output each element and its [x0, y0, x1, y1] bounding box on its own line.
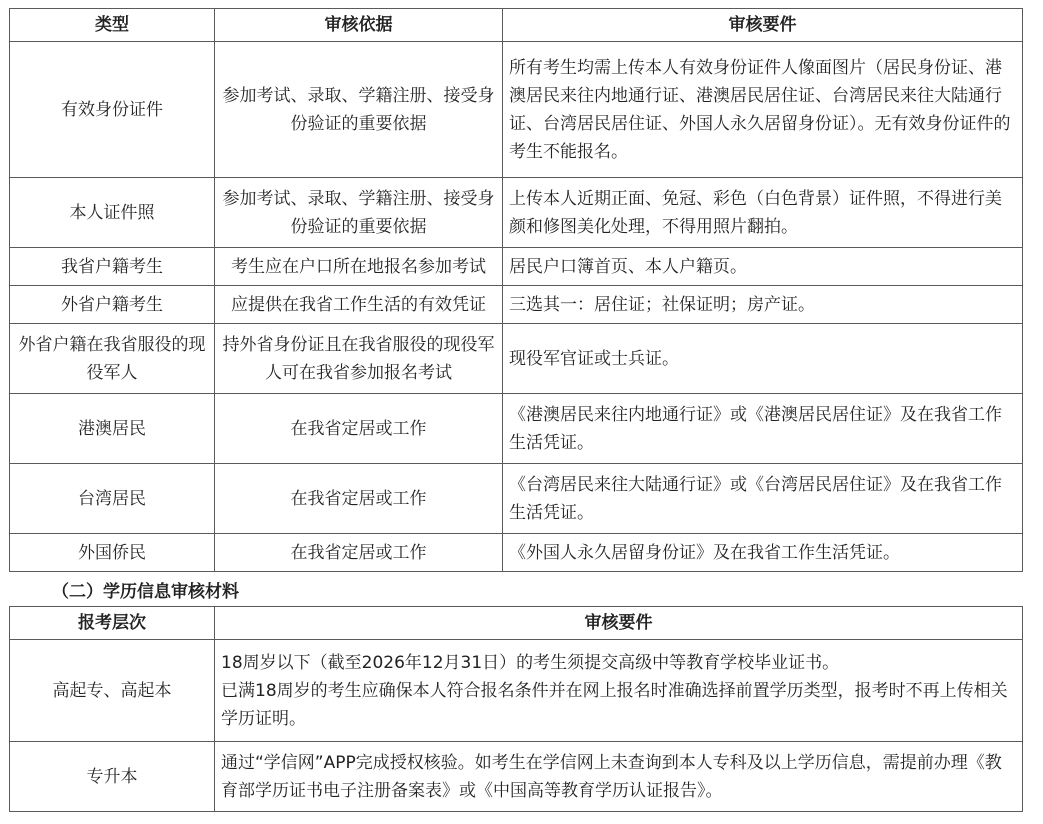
identity-review-table: [9, 8, 1023, 572]
row-requirement: 所有考生均需上传本人有效身份证件人像面图片（居民身份证、港澳居民来往内地通行证、港澳居民居住证、台湾居民来往大陆通行证、台湾居民居住证、外国人永久居留身份证）。无有效身份证件的考生不能报名。: [503, 42, 1023, 178]
row-type: 我省户籍考生: [10, 248, 215, 286]
row-requirement: 《外国人永久居留身份证》及在我省工作生活凭证。: [503, 534, 1023, 572]
table-row: [10, 464, 1023, 534]
row-requirement: [215, 640, 1023, 742]
table-header-row: [10, 607, 1023, 640]
row-requirement: 《港澳居民来往内地通行证》或《港澳居民居住证》及在我省工作生活凭证。: [503, 394, 1023, 464]
requirement-line: 通过“学信网”APP完成授权核验。如考生在学信网上未查询到本人专科及以上学历信息，需提前办理《教育部学历证书电子注册备案表》或《中国高等教育学历认证报告》。: [221, 752, 1002, 801]
row-basis: 在我省定居或工作: [215, 464, 503, 534]
row-basis: 应提供在我省工作生活的有效凭证: [215, 286, 503, 324]
section-heading: （二）学历信息审核材料: [52, 582, 239, 602]
requirement-line: 18周岁以下（截至2026年12月31日）的考生须提交高级中等教育学校毕业证书。: [221, 652, 840, 673]
table-row: [10, 42, 1023, 178]
row-basis: 在我省定居或工作: [215, 534, 503, 572]
row-requirement: 上传本人近期正面、免冠、彩色（白色背景）证件照，不得进行美颜和修图美化处理，不得用照片翻拍。: [503, 178, 1023, 248]
table-row: [10, 248, 1023, 286]
requirement-line: 已满18周岁的考生应确保本人符合报名条件并在网上报名时准确选择前置学历类型，报考时不再上传相关学历证明。: [221, 680, 1008, 729]
row-level: 专升本: [10, 742, 215, 812]
row-basis: 持外省身份证且在我省服役的现役军人可在我省参加报名考试: [215, 324, 503, 394]
row-level: 高起专、高起本: [10, 640, 215, 742]
table-row: [10, 534, 1023, 572]
header-requirement: 审核要件: [215, 607, 1023, 640]
row-requirement: 居民户口簿首页、本人户籍页。: [503, 248, 1023, 286]
row-type: 外国侨民: [10, 534, 215, 572]
header-basis: 审核依据: [215, 9, 503, 42]
row-requirement: 现役军官证或士兵证。: [503, 324, 1023, 394]
table-row: [10, 324, 1023, 394]
row-basis: 参加考试、录取、学籍注册、接受身份验证的重要依据: [215, 42, 503, 178]
table-row: [10, 394, 1023, 464]
table-row: [10, 640, 1023, 742]
table-row: [10, 742, 1023, 812]
header-type: 类型: [10, 9, 215, 42]
row-requirement: [215, 742, 1023, 812]
table-header-row: [10, 9, 1023, 42]
row-requirement: 三选其一：居住证；社保证明；房产证。: [503, 286, 1023, 324]
table-row: [10, 286, 1023, 324]
row-type: 本人证件照: [10, 178, 215, 248]
row-basis: 参加考试、录取、学籍注册、接受身份验证的重要依据: [215, 178, 503, 248]
header-level: 报考层次: [10, 607, 215, 640]
row-type: 外省户籍考生: [10, 286, 215, 324]
education-review-table: [9, 606, 1023, 812]
row-basis: 考生应在户口所在地报名参加考试: [215, 248, 503, 286]
row-type: 港澳居民: [10, 394, 215, 464]
row-requirement: 《台湾居民来往大陆通行证》或《台湾居民居住证》及在我省工作生活凭证。: [503, 464, 1023, 534]
table-row: [10, 178, 1023, 248]
row-type: 台湾居民: [10, 464, 215, 534]
header-requirement: 审核要件: [503, 9, 1023, 42]
row-basis: 在我省定居或工作: [215, 394, 503, 464]
row-type: 有效身份证件: [10, 42, 215, 178]
row-type: 外省户籍在我省服役的现役军人: [10, 324, 215, 394]
